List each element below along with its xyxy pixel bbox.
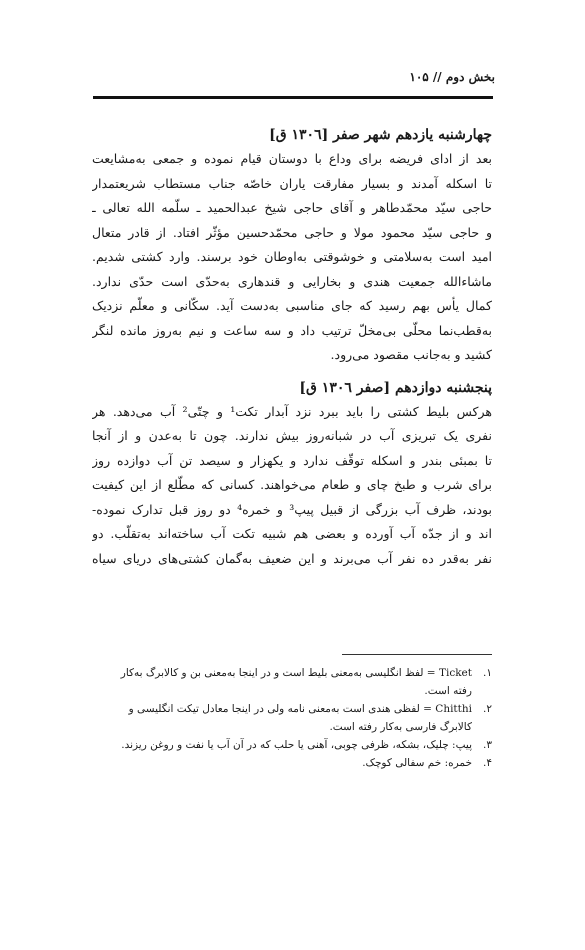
footnote-line: پیپ: چلیک، بشکه، ظرفی چوبی، آهنی یا حلب که در آن آب یا نفت و روغن ریزند. xyxy=(121,739,472,751)
text-line: حاجی سیّد محمّدطاهر و آقای حاجی شیخ عبدالحمید ـ سلّمه الله تعالی ـ xyxy=(92,200,492,215)
text-line: کمال یأس بهم رسید که جای مناسبی به‌دست آید. سکّانی و معلّم نزدیک xyxy=(92,298,492,313)
text-line: و حاجی سیّد محمود مولا و حاجی محمّدحسین مؤثّر افتاد. از قادر متعال xyxy=(92,224,492,240)
footnote-2 xyxy=(92,700,492,736)
text-line: تا اسکله آمدند و بسیار مفارقت یاران خاصّه جناب مستطاب شریعتمدار xyxy=(92,175,492,191)
text-line: بعد از ادای فریضه برای وداع با دوستان قیام نموده و جمعی به‌مشایعت xyxy=(92,151,492,166)
footnote-line: رفته است. xyxy=(424,685,472,697)
footnote-text xyxy=(92,736,472,754)
text-line: برای شرب و طبخ چای و طعام می‌خواهند. کسانی که مطّلع از این کیفیت xyxy=(92,477,492,492)
footnote-text xyxy=(92,664,472,700)
text-line: بودند، ظرف آب بزرگی از قبیل پیپ³ و خمره⁴ دو روز قبل تدارک نموده- xyxy=(92,501,492,517)
text-line: نفری یک تبریزی آب در شبانه‌روز بیش ندارند. چون تا به‌عدن و از آنجا xyxy=(92,428,492,443)
footnotes xyxy=(92,664,492,772)
text-line: ماشاءالله جمعیت هندی و بخارایی و قندهاری به‌حدّی است حدّی ندارد. xyxy=(92,273,492,289)
text-line: اند و از جدّه آب آورده و بعضی هم شبیه تکت آب ساخته‌اند به‌تقلّب. دو xyxy=(92,526,492,541)
footnote-text xyxy=(92,754,472,772)
text-line: کشید و به‌جانب مقصود می‌رود. xyxy=(330,347,492,362)
footnote-number: ۲. xyxy=(483,703,492,715)
section-paragraph-2 xyxy=(92,400,492,572)
footnote-line: Chitthi = لفظی هندی است به‌معنی نامه ولی در اینجا معادل تیکت انگلیسی و xyxy=(128,703,472,715)
footnote-3 xyxy=(92,736,492,754)
section-paragraph-1 xyxy=(92,147,492,368)
text-line: تا بمبئی بندر و اسکله توقّف ندارد و یکهزار و سیصد تن آب دوازده روز xyxy=(92,452,492,468)
footnote-number: ۴. xyxy=(483,757,492,769)
main-text xyxy=(92,123,492,571)
footnote-4 xyxy=(92,754,492,772)
footnote-line: خمره: خم سفالی کوچک. xyxy=(362,757,472,769)
footnote-rule xyxy=(342,654,492,655)
running-head: بخش دوم // ۱۰۵ xyxy=(409,70,495,84)
footnote-line: کالابرگ فارسی به‌کار رفته است. xyxy=(329,721,472,733)
footnote-number: ۳. xyxy=(483,739,492,751)
text-line: به‌قطب‌نما محلّی بی‌مخلّ ترتیب داد و سه ساعت و نیم به‌روز مانده لنگر xyxy=(92,322,492,338)
text-line: امید است به‌سلامتی و خوشوقتی به‌اوطان خود برسند. وارد کشتی شدیم. xyxy=(92,249,492,264)
header-rule xyxy=(93,96,493,99)
text-line: نفر به‌قدر ده نفر آب می‌برند و این ضعیف به‌گمان کشتی‌های دریای سیاه xyxy=(92,550,492,566)
footnote-number: ۱. xyxy=(483,667,492,679)
footnote-line: Ticket = لفظ انگلیسی به‌معنی بلیط است و در اینجا به‌معنی بن و کالابرگ به‌کار xyxy=(120,667,472,679)
footnote-text xyxy=(92,700,472,736)
section-heading-1: چهارشنبه یازدهم شهر صفر [۱۳۰٦ ق] xyxy=(269,127,492,143)
section-heading-2: پنجشنبه دوازدهم [صفر ۱۳۰٦ ق] xyxy=(299,379,492,396)
text-line: هرکس بلیط کشتی را باید ببرد نزد آبدار تکت¹ و چتّی² آب می‌دهد. هر xyxy=(92,403,492,419)
footnote-1 xyxy=(92,664,492,700)
